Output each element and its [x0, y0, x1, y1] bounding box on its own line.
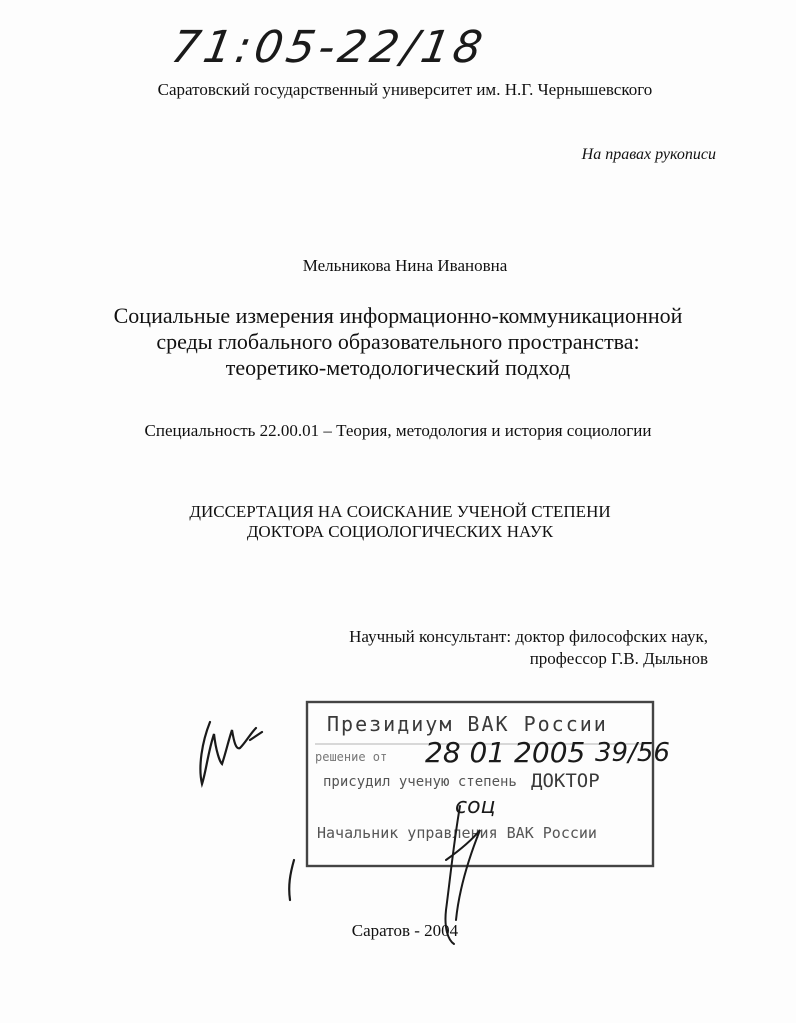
archive-code-handwritten: 71:05-22/18 [167, 22, 490, 73]
stamp-awarded-text: присудил ученую степень [323, 774, 517, 790]
degree-heading [0, 502, 796, 542]
author-name: Мельникова Нина Ивановна [302, 256, 508, 275]
dissertation-title [0, 303, 796, 381]
title-line: среды глобального образовательного пространства: [156, 329, 640, 354]
pen-mark [282, 856, 302, 906]
stamp-handwritten-field: соц [455, 794, 496, 819]
stamp-date-value: 28 01 2005 [425, 736, 586, 769]
stamp-number-value: 39/56 [595, 738, 670, 768]
title-line: Социальные измерения информационно-коммуникационной [113, 303, 683, 328]
consultant-line: профессор Г.В. Дыльнов [529, 649, 708, 668]
stamp-chief-text: Начальник управления ВАК России [317, 824, 597, 842]
stamp-date-label: решение от [315, 750, 388, 764]
signature-mark-left [192, 712, 272, 792]
city-year: Саратов - 2004 [351, 921, 459, 940]
scientific-consultant [349, 626, 708, 670]
title-line: теоретико-методологический подход [225, 355, 571, 380]
stamp-degree-text: ДОКТОР [531, 770, 600, 792]
rights-notice: На правах рукописи [581, 146, 716, 163]
consultant-line: Научный консультант: доктор философских наук, [349, 627, 708, 646]
university-name: Саратовский государственный университет им. Н.Г. Чернышевского [157, 80, 653, 99]
stamp-title: Президиум ВАК России [327, 712, 608, 736]
degree-line: ДИССЕРТАЦИЯ НА СОИСКАНИЕ УЧЕНОЙ СТЕПЕНИ [189, 502, 611, 521]
specialty: Специальность 22.00.01 – Теория, методология и история социологии [144, 421, 652, 440]
degree-line: ДОКТОРА СОЦИОЛОГИЧЕСКИХ НАУК [246, 522, 554, 541]
